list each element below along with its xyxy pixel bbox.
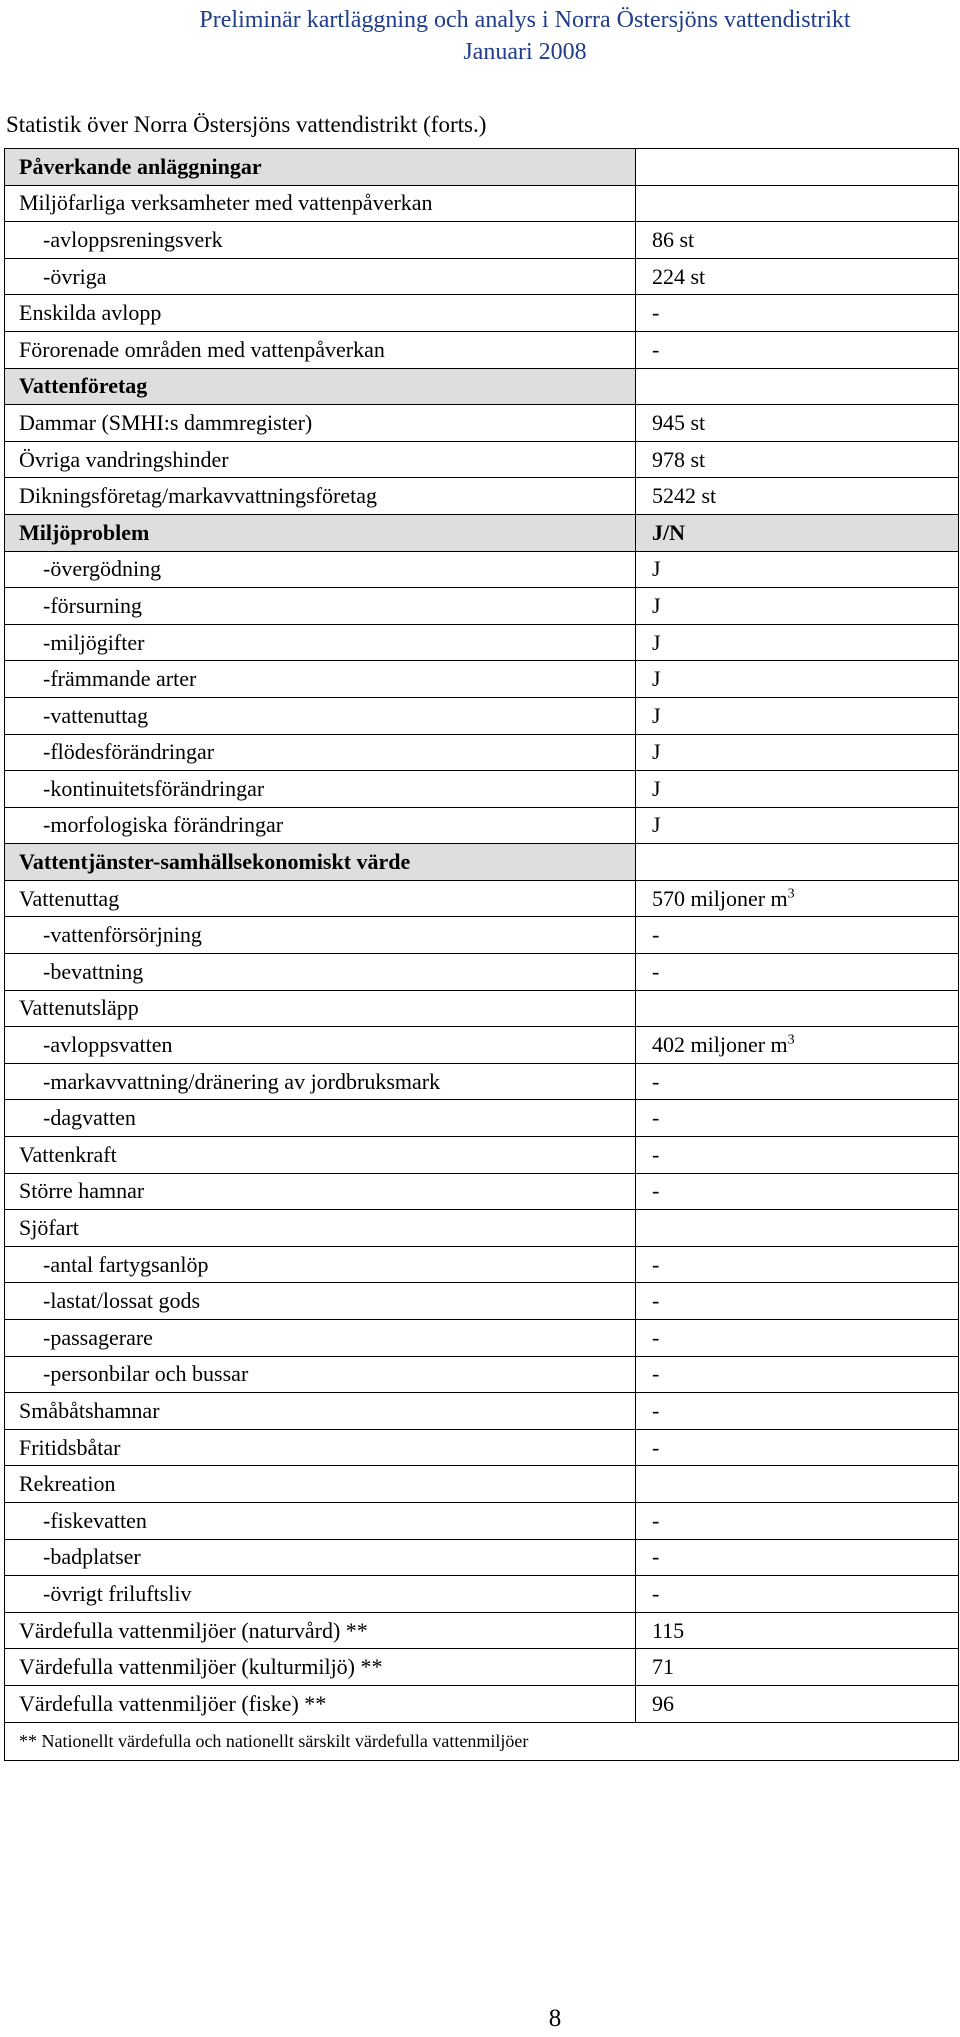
row-value (636, 807, 959, 844)
row-label: -vattenförsörjning (5, 917, 636, 954)
table-row (5, 807, 959, 844)
row-value (636, 1173, 959, 1210)
row-label: -miljögifter (5, 624, 636, 661)
row-label: Förorenade områden med vattenpåverkan (5, 331, 636, 368)
row-value-text: J (652, 666, 661, 692)
row-value (636, 1027, 959, 1064)
row-value (636, 697, 959, 734)
table-section-row (5, 514, 959, 551)
row-value-text: J/N (652, 519, 685, 545)
row-label: -lastat/lossat gods (5, 1283, 636, 1320)
row-label: -morfologiska förändringar (5, 807, 636, 844)
row-value (636, 771, 959, 808)
row-value-text: 945 st (652, 409, 706, 435)
row-value-text: - (652, 1068, 660, 1094)
row-value-text: 71 (652, 1654, 674, 1680)
row-value-text: - (652, 1324, 660, 1350)
footnote-row (5, 1722, 959, 1760)
row-label: -badplatser (5, 1539, 636, 1576)
row-value (636, 1100, 959, 1137)
row-value-text: - (652, 1544, 660, 1570)
row-value (636, 149, 959, 186)
table-caption: Statistik över Norra Östersjöns vattendistrikt (forts.) (6, 112, 487, 137)
row-value (636, 331, 959, 368)
row-label: -fiskevatten (5, 1502, 636, 1539)
row-label: -avloppsreningsverk (5, 222, 636, 259)
table-row (5, 1685, 959, 1722)
section-heading: Vattenföretag (5, 368, 636, 405)
table-row (5, 954, 959, 991)
row-label: -främmande arter (5, 661, 636, 698)
row-value (636, 185, 959, 222)
row-value (636, 1393, 959, 1430)
row-label: Vattenuttag (5, 880, 636, 917)
table-row (5, 222, 959, 259)
row-label: -passagerare (5, 1320, 636, 1357)
table-row (5, 331, 959, 368)
row-value (636, 368, 959, 405)
table-row (5, 405, 959, 442)
row-label: -markavvattning/dränering av jordbruksmark (5, 1063, 636, 1100)
table-row (5, 880, 959, 917)
row-label: Dikningsföretag/markavvattningsföretag (5, 478, 636, 515)
row-value-text: - (652, 1507, 660, 1533)
table-row (5, 771, 959, 808)
table-row (5, 185, 959, 222)
row-label: -bevattning (5, 954, 636, 991)
row-value-text: - (652, 1251, 660, 1277)
statistics-table (4, 148, 959, 1761)
row-value (636, 1246, 959, 1283)
row-value (636, 478, 959, 515)
row-value (636, 990, 959, 1027)
row-label: -avloppsvatten (5, 1027, 636, 1064)
header-title: Preliminär kartläggning och analys i Norra Östersjöns vattendistrikt (199, 7, 851, 33)
row-value (636, 295, 959, 332)
row-value-text: J (652, 702, 661, 728)
table-row (5, 295, 959, 332)
row-value (636, 1612, 959, 1649)
row-label: Värdefulla vattenmiljöer (naturvård) ** (5, 1612, 636, 1649)
row-label: -övriga (5, 258, 636, 295)
unit-superscript: 3 (787, 886, 795, 902)
table-row (5, 1356, 959, 1393)
table-row (5, 1100, 959, 1137)
row-value-text: - (652, 1397, 660, 1423)
table-row (5, 1502, 959, 1539)
table-section-row (5, 149, 959, 186)
section-heading: Påverkande anläggningar (5, 149, 636, 186)
table-row (5, 1612, 959, 1649)
row-value (636, 1429, 959, 1466)
row-label: Småbåtshamnar (5, 1393, 636, 1430)
row-value-text: - (652, 958, 660, 984)
row-label: Rekreation (5, 1466, 636, 1503)
row-value (636, 258, 959, 295)
row-value-text: - (652, 1105, 660, 1131)
row-value-text: J (652, 592, 661, 618)
table-row (5, 1210, 959, 1247)
row-label: Enskilda avlopp (5, 295, 636, 332)
table-row (5, 1576, 959, 1613)
row-label: -övrigt friluftsliv (5, 1576, 636, 1613)
row-value (636, 1576, 959, 1613)
row-value-text: J (652, 775, 661, 801)
table-row (5, 1649, 959, 1686)
row-label: Sjöfart (5, 1210, 636, 1247)
table-row (5, 1466, 959, 1503)
row-value (636, 1356, 959, 1393)
row-value-text: 115 (652, 1617, 685, 1643)
row-label: -vattenuttag (5, 697, 636, 734)
section-heading: Vattentjänster-samhällsekonomiskt värde (5, 844, 636, 881)
row-value-text: 224 st (652, 263, 706, 289)
row-value (636, 1320, 959, 1357)
row-label: Fritidsbåtar (5, 1429, 636, 1466)
row-label: -kontinuitetsförändringar (5, 771, 636, 808)
table-section-row (5, 844, 959, 881)
table-row (5, 588, 959, 625)
row-value (636, 441, 959, 478)
row-value (636, 222, 959, 259)
row-value-text: - (652, 922, 660, 948)
unit-superscript: 3 (787, 1032, 795, 1048)
statistics-table-body (5, 149, 959, 1761)
row-label: -dagvatten (5, 1100, 636, 1137)
row-value (636, 514, 959, 551)
row-value-text: 402 miljoner m (652, 1032, 788, 1058)
row-label: -försurning (5, 588, 636, 625)
footnote: ** Nationellt värdefulla och nationellt särskilt värdefulla vattenmiljöer (5, 1722, 959, 1760)
row-value-text: J (652, 556, 661, 582)
table-row (5, 661, 959, 698)
row-label: Miljöfarliga verksamheter med vattenpåverkan (5, 185, 636, 222)
table-row (5, 990, 959, 1027)
table-row (5, 917, 959, 954)
row-value-text: - (652, 1580, 660, 1606)
row-label: Värdefulla vattenmiljöer (fiske) ** (5, 1685, 636, 1722)
row-value (636, 1137, 959, 1174)
row-label: Värdefulla vattenmiljöer (kulturmiljö) ** (5, 1649, 636, 1686)
table-row (5, 1320, 959, 1357)
table-row (5, 624, 959, 661)
table-row (5, 551, 959, 588)
table-row (5, 1063, 959, 1100)
table-row (5, 1027, 959, 1064)
row-value (636, 1539, 959, 1576)
row-value (636, 844, 959, 881)
row-value-text: J (652, 812, 661, 838)
table-row (5, 734, 959, 771)
row-value (636, 1502, 959, 1539)
table-row (5, 1246, 959, 1283)
row-value-text: 5242 st (652, 483, 717, 509)
header-date: Januari 2008 (463, 39, 587, 65)
row-value (636, 624, 959, 661)
row-value-text: J (652, 739, 661, 765)
row-value (636, 1466, 959, 1503)
row-value-text: 570 miljoner m (652, 885, 788, 911)
row-value-text: 86 st (652, 226, 695, 252)
row-value-text: 978 st (652, 446, 706, 472)
section-heading: Miljöproblem (5, 514, 636, 551)
row-value-text: - (652, 300, 660, 326)
table-row (5, 1429, 959, 1466)
row-label: Större hamnar (5, 1173, 636, 1210)
row-label: -flödesförändringar (5, 734, 636, 771)
row-label: Vattenkraft (5, 1137, 636, 1174)
page-number (0, 2005, 960, 2033)
page-number-value: 8 (548, 2005, 562, 2032)
row-value-text: - (652, 1178, 660, 1204)
row-label: Övriga vandringshinder (5, 441, 636, 478)
row-value (636, 954, 959, 991)
row-value (636, 1210, 959, 1247)
row-value (636, 661, 959, 698)
row-value-text: - (652, 1434, 660, 1460)
table-row (5, 1173, 959, 1210)
row-value (636, 734, 959, 771)
row-value-text: - (652, 1288, 660, 1314)
row-value-text: 96 (652, 1690, 674, 1716)
table-row (5, 1539, 959, 1576)
row-value-text: - (652, 1141, 660, 1167)
table-row (5, 1283, 959, 1320)
row-value (636, 1063, 959, 1100)
table-row (5, 1393, 959, 1430)
row-value (636, 551, 959, 588)
table-row (5, 697, 959, 734)
row-value-text: J (652, 629, 661, 655)
row-value (636, 405, 959, 442)
row-label: Vattenutsläpp (5, 990, 636, 1027)
table-row (5, 441, 959, 478)
row-value (636, 1685, 959, 1722)
row-value-text: - (652, 336, 660, 362)
row-value (636, 588, 959, 625)
row-label: -övergödning (5, 551, 636, 588)
row-value (636, 1283, 959, 1320)
row-label: -antal fartygsanlöp (5, 1246, 636, 1283)
row-value (636, 880, 959, 917)
row-label: -personbilar och bussar (5, 1356, 636, 1393)
row-label: Dammar (SMHI:s dammregister) (5, 405, 636, 442)
table-section-row (5, 368, 959, 405)
row-value-text: - (652, 1361, 660, 1387)
table-row (5, 478, 959, 515)
row-value (636, 1649, 959, 1686)
table-row (5, 258, 959, 295)
page-header (0, 4, 960, 68)
table-row (5, 1137, 959, 1174)
row-value (636, 917, 959, 954)
